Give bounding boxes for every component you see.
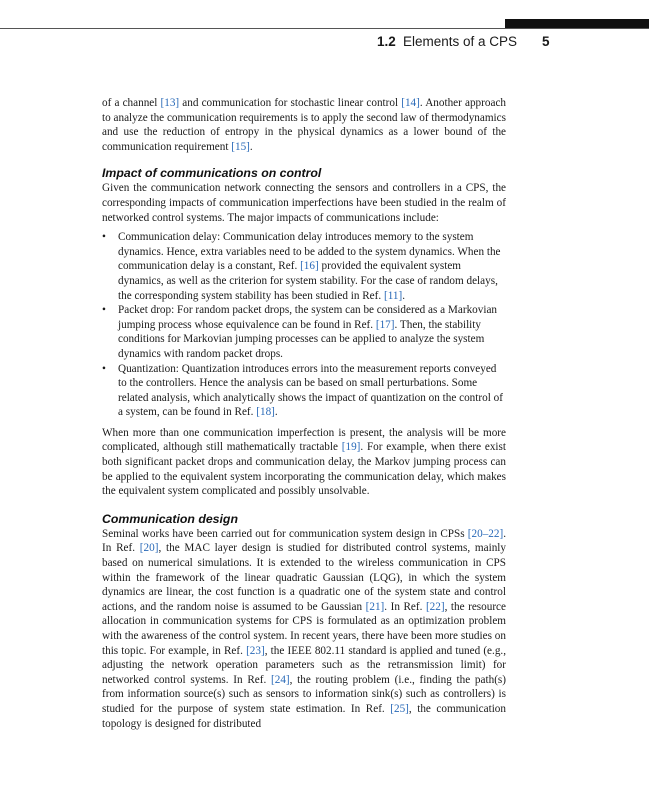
section-title: Elements of a CPS: [403, 34, 518, 49]
citation-link[interactable]: [21]: [365, 600, 385, 613]
section-heading: Communication design: [102, 511, 238, 526]
page-body: [102, 96, 506, 731]
list-item: • Packet drop: For random packet drops, the system can be considered as a Markovian jumping process whose equivalence can be found in Ref. [17]. Then, the stability conditions for Markovian jumping processes can be applied to analyze the system dynamics with random packet drops.: [102, 303, 506, 361]
section-number: 1.2: [377, 34, 396, 49]
citation-link[interactable]: [18]: [256, 406, 275, 419]
citation-link[interactable]: [16]: [300, 260, 319, 273]
paragraph: Given the communication network connecting the sensors and controllers in a CPS, the corresponding impacts of communication imperfections have been studied in the realm of networked control systems. The major impacts of communications include:: [102, 182, 506, 224]
citation-link[interactable]: [15]: [231, 140, 250, 153]
page-number: 5: [542, 34, 550, 49]
citation-link[interactable]: [17]: [375, 318, 395, 331]
citation-link[interactable]: [13]: [160, 97, 180, 109]
list-item: • Quantization: Quantization introduces errors into the measurement reports conveyed to the controllers. Hence the analysis can be based on small perturbations. Some related analysis, which analytically shows the impact of quantization on the control of a system, can be found in Ref. [18].: [102, 362, 506, 420]
citation-link[interactable]: [22]: [425, 600, 445, 613]
citation-link[interactable]: [25]: [390, 702, 409, 715]
citation-link[interactable]: [24]: [271, 673, 290, 686]
citation-link[interactable]: [19]: [341, 441, 361, 454]
list-item: • Communication delay: Communication delay introduces memory to the system dynamics. Hence, extra variables need to be added to the system dynamics. When the communication delay is a constant, Ref. [16] provided the equivalent system dynamics, as well as the criterion for system stability. For the case of random delays, the corresponding system stability has been studied in Ref. [11].: [102, 230, 506, 303]
running-head: [0, 34, 649, 52]
citation-link[interactable]: [23]: [246, 644, 265, 657]
paragraph: When more than one communication imperfection is present, the analysis will be more complicated, although still mathematically tractable [19]. For example, when there exist both significant packet drops and communication delay, the Markov jumping process can be applied to the equivalent system incorporating the communication delay, which makes the equivalent system complicated and possibly unsolvable.: [102, 426, 507, 498]
citation-link[interactable]: [11]: [383, 289, 403, 302]
impact-list: [102, 230, 506, 420]
citation-link[interactable]: [20]: [139, 542, 159, 555]
section-heading: Impact of communications on control: [102, 166, 322, 181]
citation-link[interactable]: [14]: [401, 97, 420, 109]
paragraph: of a channel [13] and communication for stochastic linear control [14]. Another approach to analyze the communication requirements is to apply the second law of thermodynamics and use the reduction of entropy in the physical dynamics as a lower bound of the communication requirement [15].: [102, 97, 506, 153]
header-rule: [0, 28, 649, 29]
citation-link[interactable]: [20–22]: [467, 527, 504, 540]
paragraph: Seminal works have been carried out for communication system design in CPSs [20–22]. In Ref. [20], the MAC layer design is studied for distributed control systems, mainly based on numerical simulations. It is extended to the wireless communication in CPS within the framework of the linear quadratic Gaussian (LQG), in which the system dynamics are linear, the cost function is a quadratic one of the system state and control actions, and the random noise is assumed to be Gaussian [21]. In Ref. [22], the resource allocation in communication systems for CPS is formulated as an optimization problem with the awareness of the control system. In recent years, there have been more studies on this topic. For example, in Ref. [23], the IEEE 802.11 standard is applied and tuned (e.g., adjusting the network operation parameters such as the retransmission limit) for networked control systems. In Ref. [24], the routing problem (i.e., finding the path(s) from information source(s) such as sensors to information sink(s) such as controllers) is studied for the purpose of system state estimation. In Ref. [25], the communication topology is designed for distributed: [102, 527, 507, 730]
